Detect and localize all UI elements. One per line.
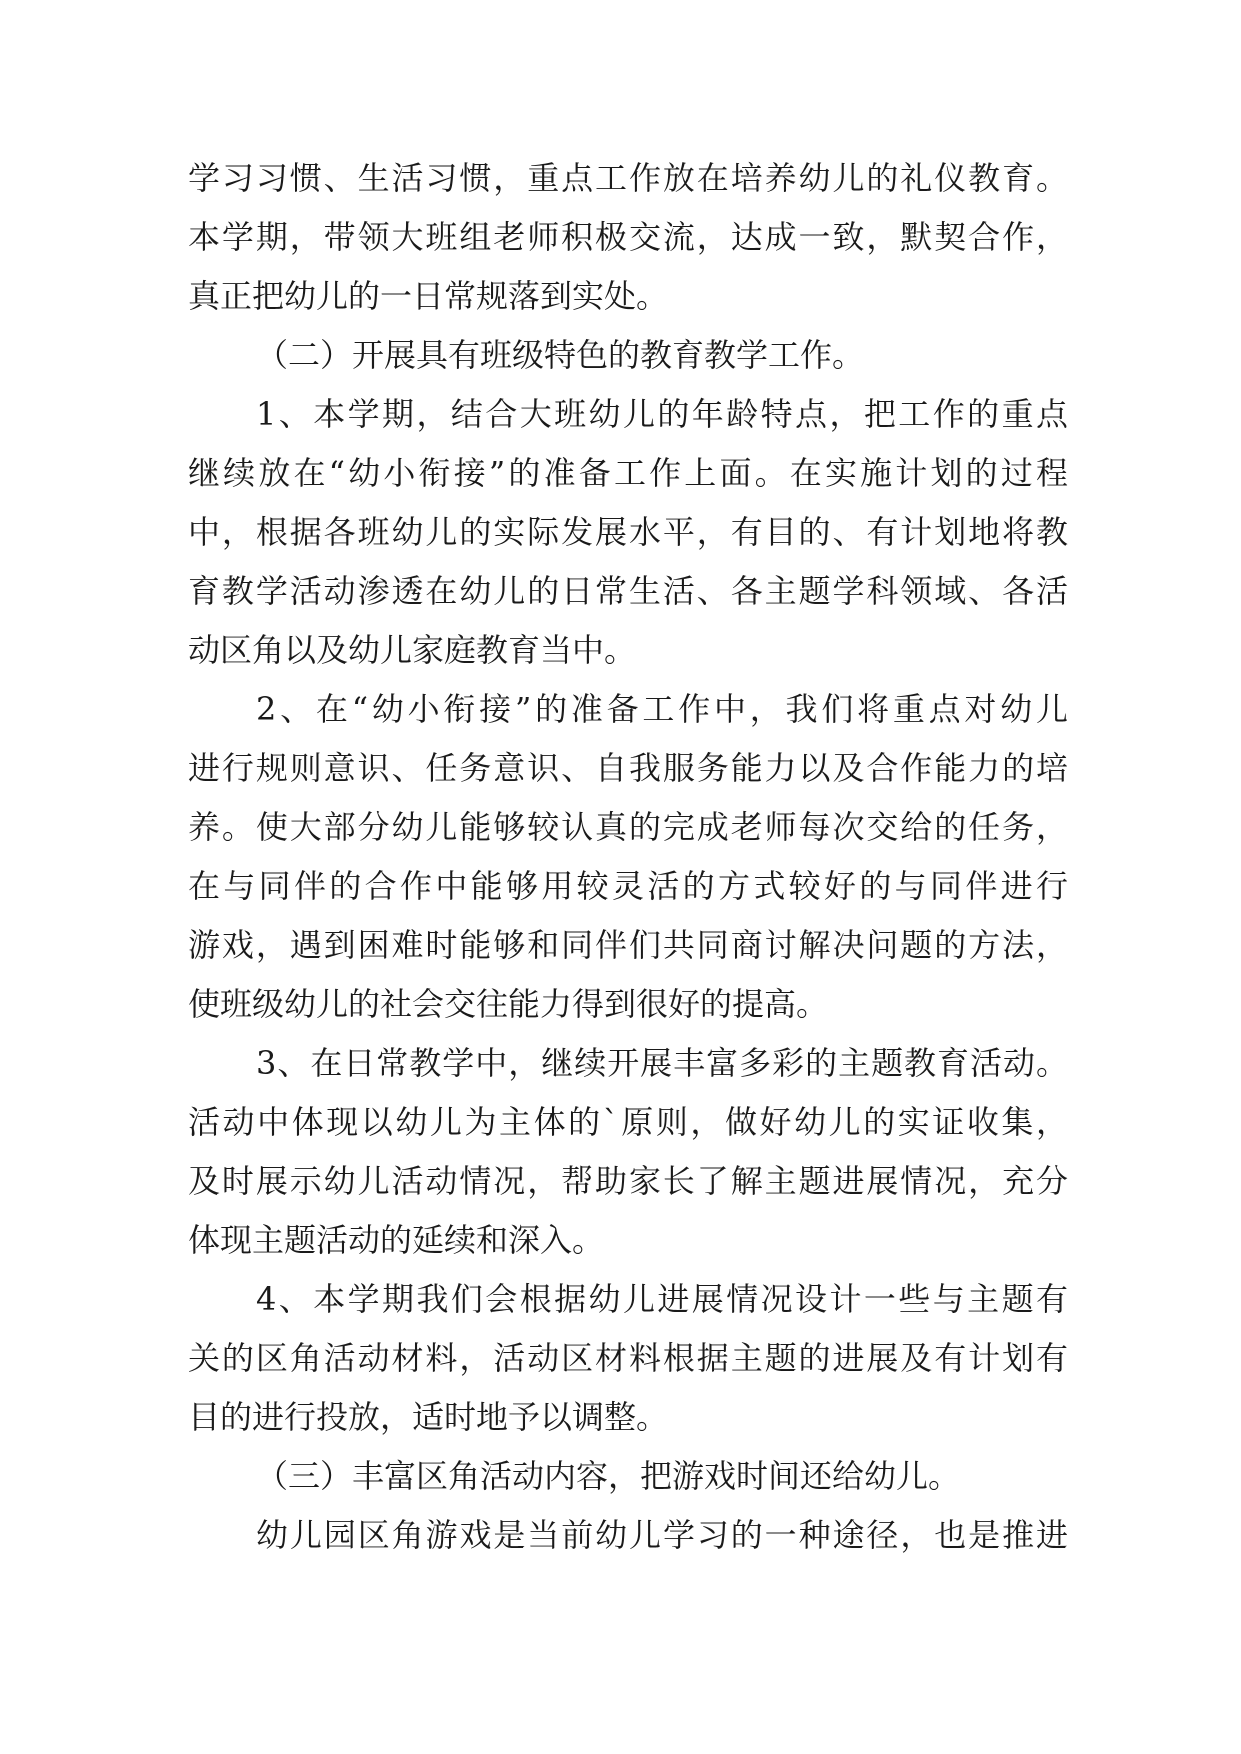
text-line: 进行规则意识、任务意识、自我服务能力以及合作能力的培 <box>188 749 1068 787</box>
text-line: 育教学活动渗透在幼儿的日常生活、各主题学科领域、各活 <box>188 572 1068 610</box>
text-line: 继续放在“幼小衔接”的准备工作上面。在实施计划的过程 <box>188 454 1068 492</box>
text-line: 关的区角活动材料，活动区材料根据主题的进展及有计划有 <box>188 1339 1068 1377</box>
text-line: 及时展示幼儿活动情况，帮助家长了解主题进展情况，充分 <box>188 1162 1068 1200</box>
text-line: 学习习惯、生活习惯，重点工作放在培养幼儿的礼仪教育。 <box>188 159 1068 197</box>
text-line: 体现主题活动的延续和深入。 <box>188 1221 605 1259</box>
section-heading: （三）丰富区角活动内容，把游戏时间还给幼儿。 <box>256 1457 961 1495</box>
text-line: 使班级幼儿的社会交往能力得到很好的提高。 <box>188 985 829 1023</box>
text-line: 真正把幼儿的一日常规落到实处。 <box>188 277 669 315</box>
text-line: 2、在“幼小衔接”的准备工作中，我们将重点对幼儿 <box>256 690 1068 728</box>
text-line: 4、本学期我们会根据幼儿进展情况设计一些与主题有 <box>256 1280 1068 1318</box>
text-line: 中，根据各班幼儿的实际发展水平，有目的、有计划地将教 <box>188 513 1068 551</box>
text-line: 在与同伴的合作中能够用较灵活的方式较好的与同伴进行 <box>188 867 1068 905</box>
text-line: 本学期，带领大班组老师积极交流，达成一致，默契合作， <box>188 218 1068 256</box>
text-line: 1、本学期，结合大班幼儿的年龄特点，把工作的重点 <box>256 395 1068 433</box>
text-line: 游戏，遇到困难时能够和同伴们共同商讨解决问题的方法， <box>188 926 1068 964</box>
text-line: 动区角以及幼儿家庭教育当中。 <box>188 631 637 669</box>
text-line: 幼儿园区角游戏是当前幼儿学习的一种途径，也是推进 <box>256 1516 1068 1554</box>
text-line: 3、在日常教学中，继续开展丰富多彩的主题教育活动。 <box>256 1044 1068 1082</box>
text-line: 活动中体现以幼儿为主体的`原则，做好幼儿的实证收集， <box>188 1103 1068 1141</box>
section-heading: （二）开展具有班级特色的教育教学工作。 <box>256 336 865 374</box>
text-line: 养。使大部分幼儿能够较认真的完成老师每次交给的任务， <box>188 808 1068 846</box>
text-line: 目的进行投放，适时地予以调整。 <box>188 1398 669 1436</box>
